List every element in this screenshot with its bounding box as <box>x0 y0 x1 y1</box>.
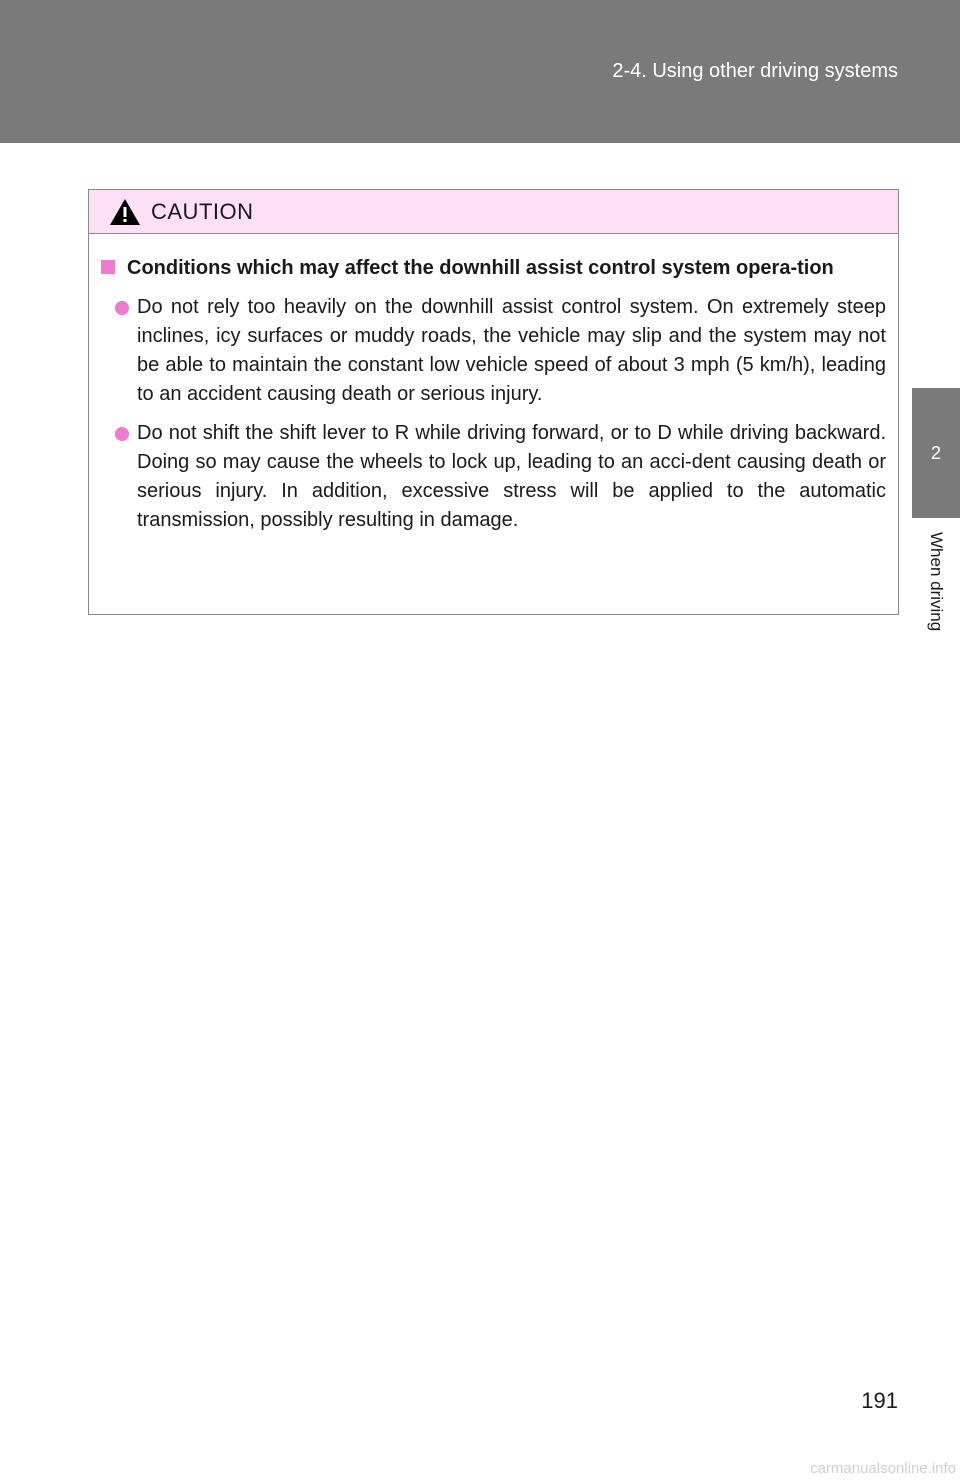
watermark: carmanualsonline.info <box>810 1460 956 1477</box>
page-header <box>0 0 960 143</box>
chapter-tab <box>912 388 960 518</box>
circle-bullet-icon <box>115 427 129 441</box>
bullet-item <box>101 293 886 409</box>
condition-heading <box>101 254 886 283</box>
chapter-number: 2 <box>930 442 941 463</box>
bullet-text: Do not rely too heavily on the downhill assist control system. On extremely steep inclines, icy surfaces or muddy roads, the vehicle may slip and the system may not be able to maintain the constant low vehicle speed of about 3 mph (5 km/h), leading to an accident causing death or serious injury. <box>137 296 886 405</box>
chapter-label: When driving <box>927 532 946 632</box>
caution-title: CAUTION <box>151 198 254 224</box>
caution-header <box>89 190 898 234</box>
bullet-text: Do not shift the shift lever to R while driving forward, or to D while driving backward. Doing so may cause the wheels to lock up, leading to an acci-dent causing death or serious injury. In addition, excessive stress will be applied to the automatic transmission, possibly resulting in damage. <box>137 422 886 531</box>
section-title: 2-4. Using other driving systems <box>612 60 898 82</box>
caution-box <box>88 189 899 615</box>
chapter-label-area <box>912 518 960 688</box>
condition-title: Conditions which may affect the downhill assist control system opera-tion <box>127 257 834 279</box>
warning-icon <box>109 198 141 226</box>
page-number: 191 <box>861 1388 898 1413</box>
bullet-item <box>101 419 886 535</box>
caution-body <box>89 234 898 535</box>
square-bullet-icon <box>101 260 115 274</box>
circle-bullet-icon <box>115 301 129 315</box>
